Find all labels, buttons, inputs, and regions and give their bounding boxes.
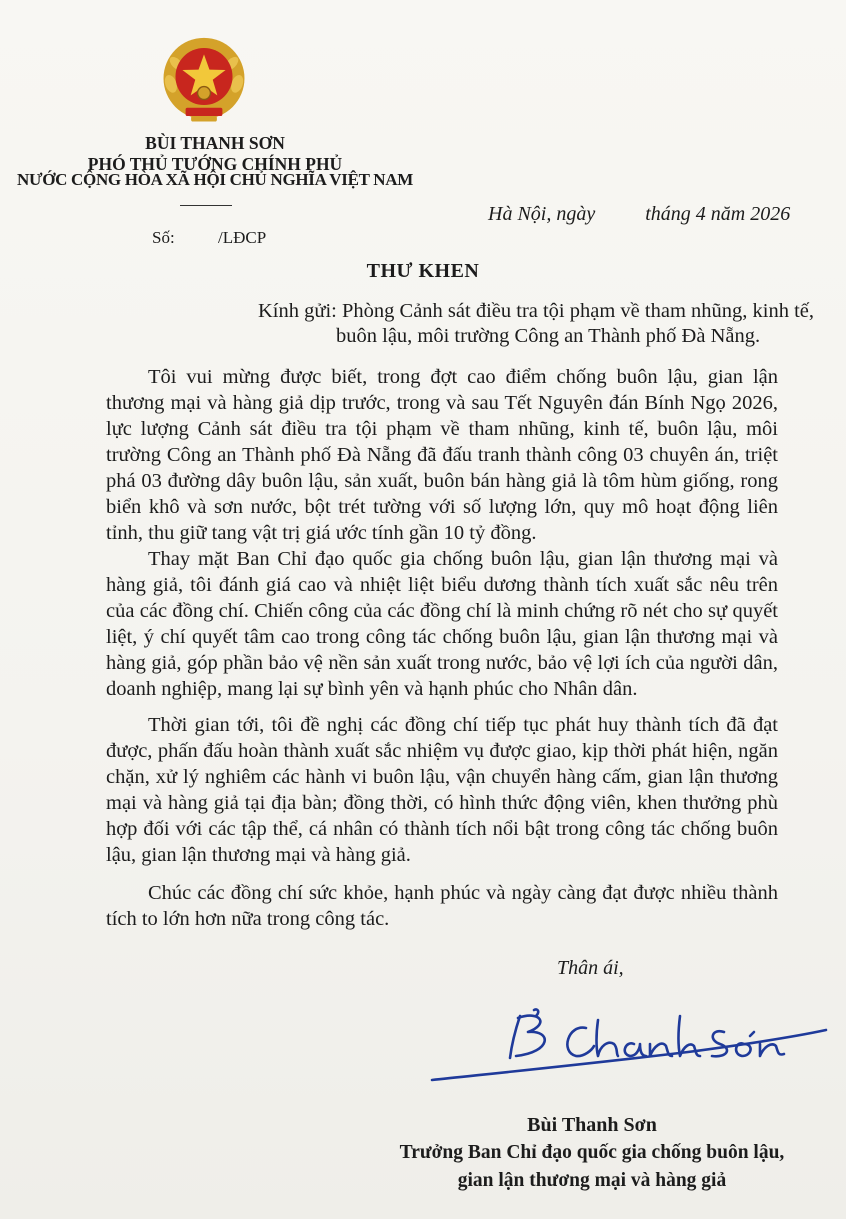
document-number-label: Số: (152, 228, 175, 247)
closing-text: Thân ái, (557, 957, 624, 979)
recipient-line-1: Kính gửi: Phòng Cảnh sát điều tra tội phạm về tham nhũng, kinh tế, (258, 300, 815, 322)
signer-name: Bùi Thanh Sơn (527, 1114, 657, 1136)
issuer-name: BÙI THANH SƠN (145, 133, 285, 153)
header-divider (180, 205, 232, 206)
body-paragraph-1: Tôi vui mừng được biết, trong đợt cao điểm chống buôn lậu, gian lận thương mại và hàng giả dịp trước, trong và sau Tết Nguyên đán Bính Ngọ 2026, lực lượng Cảnh sát điều tra tội phạm về tham nhũng, kinh tế, buôn lậu, môi trường Công an Thành phố Đà Nẵng đã đấu tranh thành công 03 chuyên án, triệt phá 03 đường dây buôn lậu, sản xuất, buôn bán hàng giả là tôm hùm giống, rong biển khô và sơn nước, bột trét tường với số lượng lớn, quy mô hoạt động liên tỉnh, thu giữ tang vật trị giá ước tính gần 10 tỷ đồng. (106, 366, 778, 544)
signer-position-line-2: gian lận thương mại và hàng giả (457, 1170, 727, 1191)
signer-position-line-1: Trưởng Ban Chỉ đạo quốc gia chống buôn lậu, (399, 1142, 785, 1163)
national-emblem-icon (158, 36, 250, 128)
body-paragraph-3: Thời gian tới, tôi đề nghị các đồng chí tiếp tục phát huy thành tích đã đạt được, phấn đấu hoàn thành xuất sắc nhiệm vụ được giao, kịp thời phát hiện, ngăn chặn, xử lý nghiêm các hành vi buôn lậu, vận chuyển hàng cấm, gian lận thương mại và hàng giả tại địa bàn; đồng thời, có hình thức động viên, khen thưởng phù hợp đối với các tập thể, cá nhân có thành tích nổi bật trong công tác chống buôn lậu, gian lận thương mại và hàng giả. (106, 714, 778, 866)
issuer-title: PHÓ THỦ TƯỚNG CHÍNH PHỦ (87, 154, 343, 174)
date-line: Hà Nội, ngày tháng 4 năm 2026 (488, 203, 791, 225)
body-paragraph-4: Chúc các đồng chí sức khỏe, hạnh phúc và ngày càng đạt được nhiều thành tích to lớn hơn nữa trong công tác. (106, 882, 778, 930)
document-number-value: /LĐCP (218, 228, 267, 247)
body-paragraph-2: Thay mặt Ban Chỉ đạo quốc gia chống buôn lậu, gian lận thương mại và hàng giả, tôi đánh giá cao và nhiệt liệt biểu dương thành tích xuất sắc nêu trên của các đồng chí. Chiến công của các đồng chí là minh chứng rõ nét cho sự quyết liệt, ý chí quyết tâm cao trong công tác chống buôn lậu, gian lận thương mại và hàng giả, góp phần bảo vệ nền sản xuất trong nước, bảo vệ lợi ích của người dân, doanh nghiệp, mang lại sự bình yên và hạnh phúc cho Nhân dân. (106, 548, 778, 700)
recipient-line-2: buôn lậu, môi trường Công an Thành phố Đà Nẵng. (336, 325, 761, 347)
letter-heading: THƯ KHEN (366, 260, 480, 282)
handwritten-signature (428, 1002, 828, 1088)
country-name: NƯỚC CỘNG HÒA XÃ HỘI CHỦ NGHĨA VIỆT NAM (16, 170, 414, 189)
